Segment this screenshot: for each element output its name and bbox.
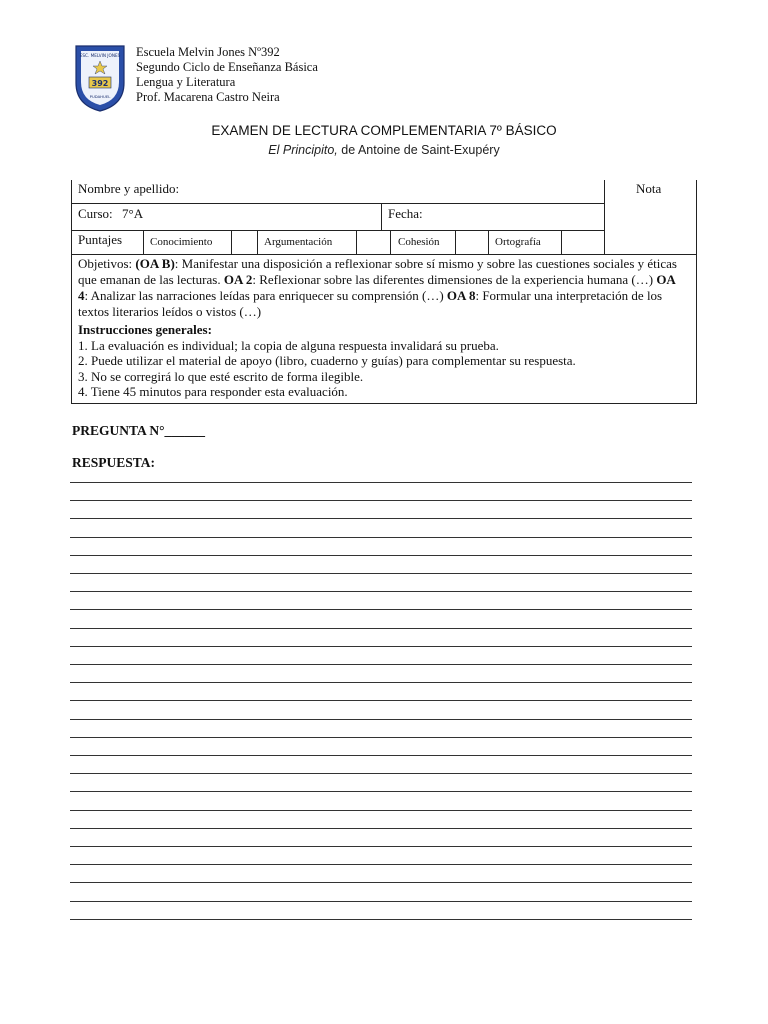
answer-line[interactable]: [70, 901, 692, 902]
course-field-label: Curso:: [78, 206, 113, 221]
answer-line[interactable]: [70, 810, 692, 811]
answer-line[interactable]: [70, 882, 692, 883]
criterion-cohesion: Cohesión: [398, 236, 440, 248]
answer-line[interactable]: [70, 737, 692, 738]
logo-bottom-text: PUDAHUEL: [89, 94, 111, 99]
exam-subtitle: [0, 143, 768, 157]
answer-line[interactable]: [70, 555, 692, 556]
answer-label: RESPUESTA:: [72, 455, 156, 470]
instruction-item: 3. No se corregirá lo que esté escrito de forma ilegible.: [78, 368, 364, 384]
answer-line[interactable]: [70, 864, 692, 865]
general-instructions: [78, 322, 688, 400]
answer-line[interactable]: [70, 919, 692, 920]
answer-line[interactable]: [70, 500, 692, 501]
answer-line[interactable]: [70, 518, 692, 519]
criterion-argumentacion: Argumentación: [264, 236, 333, 248]
oa-4-text: : Analizar las narraciones leídas para enriquecer su comprensión (…): [84, 288, 447, 303]
school-teacher: Prof. Macarena Castro Neira: [136, 90, 280, 104]
oa-4-label: OA 4: [78, 272, 676, 303]
answer-line[interactable]: [70, 609, 692, 610]
scores-label: Puntajes: [78, 232, 123, 247]
book-title: El Principito,: [268, 143, 338, 157]
answer-line[interactable]: [70, 700, 692, 701]
book-author: de Antoine de Saint-Exupéry: [337, 143, 500, 157]
logo-top-text: ESC. MELVIN JONES: [79, 53, 121, 58]
answer-line[interactable]: [70, 537, 692, 538]
answer-line[interactable]: [70, 755, 692, 756]
answer-line[interactable]: [70, 773, 692, 774]
answer-line[interactable]: [70, 628, 692, 629]
exam-title: EXAMEN DE LECTURA COMPLEMENTARIA 7º BÁSICO: [211, 123, 557, 138]
oa-2-text: : Reflexionar sobre las diferentes dimensiones de la experiencia humana (…): [252, 272, 657, 287]
answer-line[interactable]: [70, 646, 692, 647]
answer-line[interactable]: [70, 846, 692, 847]
criterion-conocimiento: Conocimiento: [150, 236, 213, 248]
answer-line[interactable]: [70, 828, 692, 829]
criterion-ortografia: Ortografía: [495, 236, 541, 248]
instruction-item: 1. La evaluación es individual; la copia de alguna respuesta invalidará su prueba.: [78, 337, 499, 353]
school-crest-logo: [72, 43, 128, 113]
answer-line[interactable]: [70, 482, 692, 483]
instructions-heading: Instrucciones generales:: [78, 322, 212, 337]
school-subject: Lengua y Literatura: [136, 75, 236, 89]
objectives-prefix: Objetivos:: [78, 256, 136, 271]
answer-line[interactable]: [70, 573, 692, 574]
school-cycle: Segundo Ciclo de Enseñanza Básica: [136, 60, 318, 74]
school-name: Escuela Melvin Jones Nº392: [136, 45, 280, 59]
answer-line[interactable]: [70, 664, 692, 665]
instruction-item: 2. Puede utilizar el material de apoyo (libro, cuaderno y guías) para complementar su respuesta.: [78, 353, 576, 369]
oa-8-label: OA 8: [446, 288, 476, 303]
oa-2-label: OA 2: [223, 272, 253, 287]
answer-line[interactable]: [70, 591, 692, 592]
question-number-label: PREGUNTA N°______: [72, 423, 206, 438]
answer-line[interactable]: [70, 682, 692, 683]
course-value: 7°A: [122, 206, 144, 221]
instruction-item: 4. Tiene 45 minutos para responder esta evaluación.: [78, 384, 348, 400]
answer-line[interactable]: [70, 719, 692, 720]
logo-number: 392: [91, 79, 109, 88]
grade-field-label: Nota: [636, 181, 662, 196]
oa-b-label: (OA B): [135, 256, 175, 271]
answer-line[interactable]: [70, 791, 692, 792]
oa-8-text: : Formular una interpretación de los textos literarios leídos o vistos (…): [78, 288, 663, 319]
objectives-text: [78, 256, 688, 320]
oa-b-text: : Manifestar una disposición a reflexionar sobre sí mismo y sobre las cuestiones sociales y éticas que emanan de las lecturas.: [78, 256, 677, 287]
name-field-label: Nombre y apellido:: [78, 181, 180, 196]
date-field-label: Fecha:: [388, 206, 423, 221]
